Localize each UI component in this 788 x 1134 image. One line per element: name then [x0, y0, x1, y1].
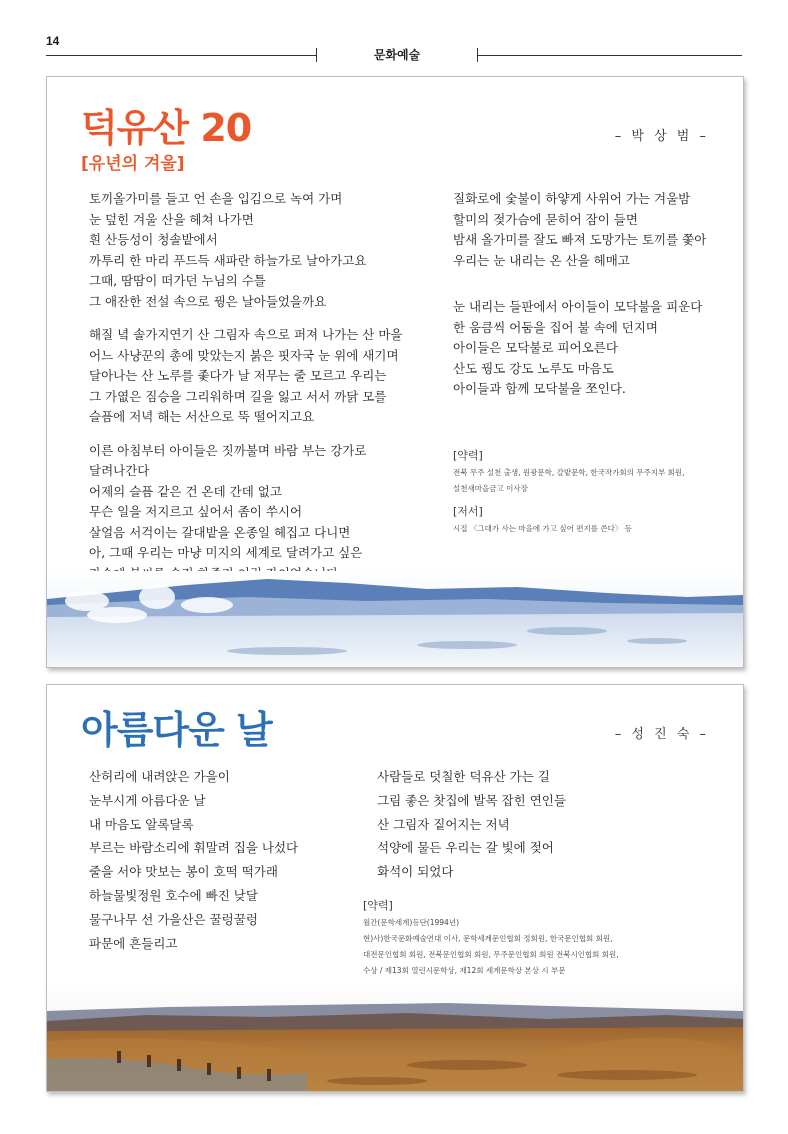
poem-line: 사람들로 덧칠한 덕유산 가는 길	[377, 769, 550, 784]
poem-line: 내 마음도 알록달록	[89, 816, 194, 832]
poem-line: 토끼올가미를 들고 언 손을 입김으로 녹여 가며	[89, 191, 343, 206]
poem1-author-bio	[453, 441, 743, 537]
bio-line: 시집 〈그대가 사는 마을에 가고 싶어 편지를 쓴다〉 등	[453, 524, 632, 533]
poem-line: 눈부시게 아름다운 날	[89, 792, 206, 808]
header-rule-left	[46, 55, 316, 56]
bio-history-heading: [약력]	[363, 899, 393, 912]
poem-line: 이른 아침부터 아이들은 짓까불며 바람 부는 강가로	[89, 442, 367, 458]
poem-panel-1	[46, 76, 744, 668]
poem-line: 우리는 눈 내리는 온 산을 헤매고	[453, 252, 630, 268]
bio-line: 수상 / 제13회 열린시문학상, 제12회 세계문학상 본상 시 부문	[363, 966, 566, 975]
poem-line: 산도 꿩도 강도 노루도 마음도	[453, 360, 614, 376]
poem-line: 그림 좋은 찻집에 발목 잡힌 연인들	[377, 792, 566, 808]
poem-line: 물구나무 선 가을산은 꿀렁꿀렁	[89, 911, 258, 927]
bio-line: 대전문인협회 회원, 전북문인협회 회원, 무주문인협회 회원 전북시인협회 회원,	[363, 950, 619, 959]
poem-line: 달아나는 산 노루를 좇다가 날 저무는 줄 모르고 우리는	[89, 368, 387, 383]
poem-line: 한 움큼씩 어둠을 집어 불 속에 던지며	[453, 319, 658, 335]
poem-line: 할미의 젖가슴에 묻히어 잠이 들면	[453, 211, 638, 227]
bio-line: 설천새마을금고 이사장	[453, 484, 528, 493]
stanza	[453, 297, 733, 400]
bio-line: 월간(문학세계)등단(1994년)	[363, 918, 459, 927]
section-name: 문화예술	[373, 48, 421, 62]
poem-line: 밤새 올가미를 잘도 빠져 도망가는 토끼를 쫓아	[453, 232, 707, 247]
poem2-right-column	[377, 765, 677, 884]
poem-line: 어제의 슬픔 같은 건 온데 간데 없고	[89, 483, 282, 499]
poem-line: 하늘물빛정원 호수에 빠진 낮달	[89, 887, 258, 903]
poem1-left-column	[89, 189, 429, 597]
poem-line: 해질 녘 솔가지연기 산 그림자 속으로 퍼져 나가는 산 마을	[89, 327, 403, 342]
poem2-title: 아름다운 날	[81, 708, 272, 752]
bio-line: 전북 무주 설천 출생, 원광문학, 갈밭문학, 한국작가회의 무주지부 회원,	[453, 468, 685, 477]
poem1-right-column	[453, 189, 733, 413]
poem-line: 화석이 되었다	[377, 864, 454, 880]
poem-line: 그때, 땀땀이 떠가던 누님의 수틀	[89, 273, 266, 288]
poem1-subtitle: [유년의 겨울]	[81, 154, 185, 174]
poem-line: 산 그림자 짙어지는 저녁	[377, 816, 510, 832]
poem1-author: – 박 상 범 –	[614, 129, 709, 144]
bio-history-heading: [약력]	[453, 449, 483, 462]
poem-line: 아, 그때 우리는 마냥 미지의 세계로 달려가고 싶은	[89, 545, 363, 560]
poem-line: 석양에 물든 우리는 갈 빛에 젖어	[377, 840, 554, 856]
stanza	[453, 189, 733, 271]
poem2-author: – 성 진 숙 –	[614, 727, 709, 742]
poem-line: 살얼음 서걱이는 갈대밭을 온종일 헤집고 다니면	[89, 524, 351, 540]
autumn-landscape-image	[47, 981, 743, 1091]
poem-line: 그 가엾은 짐승을 그리워하며 길을 잃고 서서 까닭 모를	[89, 388, 387, 404]
poem-line: 달려나간다	[89, 463, 150, 478]
poem-line: 흰 산등성이 청솔밭에서	[89, 232, 218, 247]
header-rule-right	[478, 55, 742, 56]
poem-line: 슬픔에 저녁 해는 서산으로 뚝 떨어지고요	[89, 409, 315, 424]
poem-panel-2	[46, 684, 744, 1092]
poem-line: 아이들과 함께 모닥불을 쪼인다.	[453, 381, 626, 396]
poem-line: 부르는 바람소리에 휘말려 집을 나섰다	[89, 840, 299, 856]
stanza	[89, 325, 429, 428]
bio-line: 현)사)한국문화예술연대 이사, 문학세계문인협회 정회원, 한국문인협회 회원,	[363, 934, 613, 943]
stanza	[89, 189, 429, 312]
poem2-left-column	[89, 765, 369, 955]
poem-line: 질화로에 숯불이 하얗게 사위어 가는 겨울밤	[453, 191, 691, 206]
poem-line: 무슨 일을 저지르고 싶어서 좀이 쑤시어	[89, 504, 303, 519]
poem-line: 까투리 한 마리 푸드득 새파란 하늘가로 날아가고요	[89, 252, 367, 268]
poem1-title: 덕유산 20	[81, 106, 252, 150]
bio-works-heading: [저서]	[453, 505, 483, 518]
page-number: 14	[46, 34, 60, 48]
poem-line: 산허리에 내려앉은 가을이	[89, 769, 230, 784]
stanza	[89, 441, 429, 585]
poem-line: 눈 내리는 들판에서 아이들이 모닥불을 피운다	[453, 299, 703, 314]
poem-line: 어느 사냥꾼의 총에 맞았는지 붉은 핏자국 눈 위에 새기며	[89, 347, 399, 363]
poem-line: 아이들은 모닥불로 피어오른다	[453, 340, 618, 355]
poem-line: 그 애잔한 전설 속으로 꿩은 날아들었을까요	[89, 293, 327, 309]
poem-line: 줄을 서야 맛보는 봉이 호떡 떡가래	[89, 864, 278, 880]
poem-line: 파문에 흔들리고	[89, 935, 178, 951]
poem-line: 눈 덮힌 겨울 산을 헤쳐 나가면	[89, 211, 254, 227]
snow-landscape-image	[47, 571, 743, 667]
